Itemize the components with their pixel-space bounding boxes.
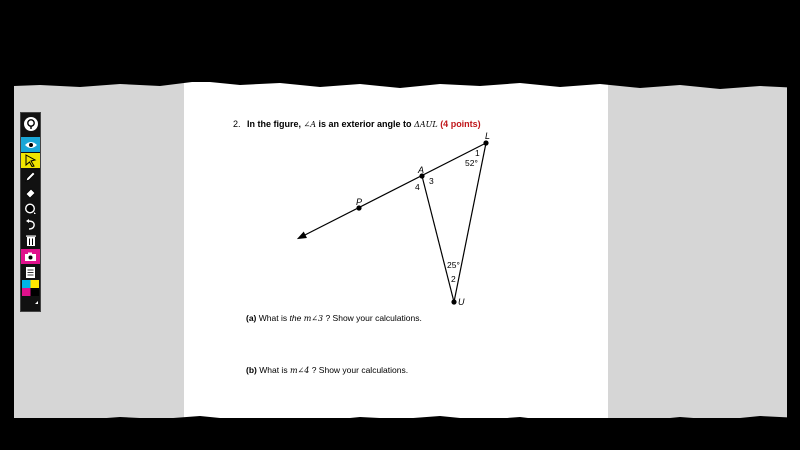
- part-a-the: the: [289, 313, 302, 323]
- camera-icon[interactable]: [21, 249, 40, 264]
- angle-L-value: 52°: [465, 158, 478, 168]
- label-P: P: [356, 197, 363, 207]
- part-a-label: (a): [246, 313, 257, 323]
- part-a-expr: m∠3: [303, 314, 324, 323]
- angle-2-label: 2: [451, 274, 456, 284]
- torn-edge-top: [0, 0, 800, 92]
- point-U: [451, 299, 456, 304]
- exterior-angle-symbol: ∠A: [303, 120, 316, 129]
- part-b-pre: What is: [259, 365, 288, 375]
- part-b-expr: m∠4: [289, 366, 310, 375]
- pencil-icon[interactable]: [21, 169, 40, 184]
- part-b-label: (b): [246, 365, 257, 375]
- annotation-toolbar: [20, 112, 41, 312]
- circle-brush-icon[interactable]: [21, 201, 40, 216]
- color-palette-icon[interactable]: [21, 280, 40, 308]
- undo-icon[interactable]: [21, 217, 40, 232]
- prompt-middle: is an exterior angle to: [318, 119, 412, 129]
- point-L: [483, 140, 488, 145]
- part-b-post: ? Show your calculations.: [311, 365, 409, 375]
- label-A: A: [418, 165, 425, 175]
- prompt-prefix: In the figure,: [247, 119, 301, 129]
- trash-icon[interactable]: [21, 233, 40, 248]
- label-L: L: [485, 131, 491, 141]
- part-a-question: [246, 313, 422, 323]
- angle-4-label: 4: [415, 182, 420, 192]
- pointer-icon[interactable]: [21, 153, 40, 168]
- location-pin-icon[interactable]: [21, 115, 40, 133]
- eye-icon[interactable]: [21, 137, 40, 152]
- part-a-post: ? Show your calculations.: [325, 313, 422, 323]
- eraser-icon[interactable]: [21, 185, 40, 200]
- side-AU: [422, 176, 454, 302]
- part-a-pre: What is: [258, 313, 288, 323]
- ray-line: [299, 143, 486, 238]
- angle-1-label: 1: [475, 148, 480, 158]
- triangle-symbol: ΔAUL: [414, 120, 438, 129]
- label-U: U: [458, 297, 465, 307]
- notes-icon[interactable]: [21, 265, 40, 280]
- angle-U-value: 25°: [447, 260, 460, 270]
- part-b-question: [246, 365, 408, 375]
- angle-3-label: 3: [429, 176, 434, 186]
- points-label: (4 points): [440, 119, 481, 129]
- question-number: 2.: [233, 119, 241, 129]
